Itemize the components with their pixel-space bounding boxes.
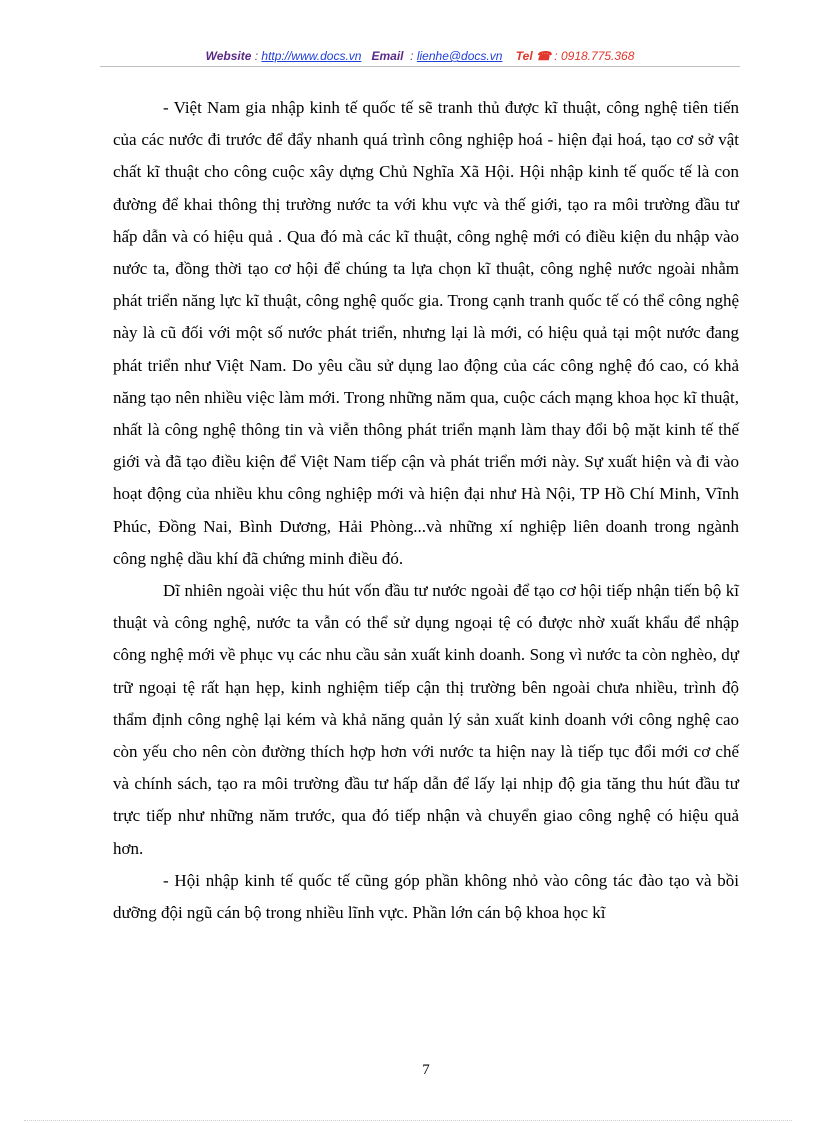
email-separator: :	[406, 49, 417, 63]
tel-separator: :	[550, 49, 561, 63]
paragraph-1: - Việt Nam gia nhập kinh tế quốc tế sẽ tranh thủ được kĩ thuật, công nghệ tiên tiến của các nước đi trước để đẩy nhanh quá trình công nghiệp hoá - hiện đại hoá, tạo cơ sở vật chất kĩ thuật cho công cuộc xây dựng Chủ Nghĩa Xã Hội. Hội nhập kinh tế quốc tế là con đường để khai thông thị trường nước ta với khu vực và thế giới, tạo ra môi trường đầu tư hấp dẫn và có hiệu quả . Qua đó mà các kĩ thuật, công nghệ mới có điều kiện du nhập vào nước ta, đồng thời tạo cơ hội để chúng ta lựa chọn kĩ thuật, công nghệ nước ngoài nhằm phát triển năng lực kĩ thuật, công nghệ quốc gia. Trong cạnh tranh quốc tế có thể công nghệ này là cũ đối với một số nước phát triển, nhưng lại là mới, có hiệu quả tại một nước đang phát triển như Việt Nam. Do yêu cầu sử dụng lao động của các công nghệ đó cao, có khả năng tạo nên nhiều việc làm mới. Trong những năm qua, cuộc cách mạng khoa học kĩ thuật, nhất là công nghệ thông tin và viễn thông phát triển mạnh làm thay đổi bộ mặt kinh tế thế giới và đã tạo điều kiện để Việt Nam tiếp cận và phát triển mới này. Sự xuất hiện và đi vào hoạt động của nhiều khu công nghiệp mới và hiện đại như Hà Nội, TP Hồ Chí Minh, Vĩnh Phúc, Đồng Nai, Bình Dương, Hải Phòng...và những xí nghiệp liên doanh trong ngành công nghệ dầu khí đã chứng minh điều đó.	[113, 98, 739, 568]
website-separator: :	[251, 49, 262, 63]
website-label: Website	[205, 49, 252, 63]
paragraph-2: Dĩ nhiên ngoài việc thu hút vốn đầu tư nước ngoài để tạo cơ hội tiếp nhận tiến bộ kĩ thuật và công nghệ, nước ta vẫn có thể sử dụng ngoại tệ có được nhờ xuất khẩu để nhập công nghệ mới về phục vụ các nhu cầu sản xuất kinh doanh. Song vì nước ta còn nghèo, dự trữ ngoại tệ rất hạn hẹp, kinh nghiệm tiếp cận thị trường bên ngoài chưa nhiều, trình độ thẩm định công nghệ lại kém và khả năng quản lý sản xuất kinh doanh với công nghệ cao còn yếu cho nên còn đường thích hợp hơn với nước ta hiện nay là tiếp tục đổi mới cơ chế và chính sách, tạo ra môi trường đầu tư hấp dẫn để lấy lại nhịp độ gia tăng thu hút đầu tư trực tiếp như những năm trước, qua đó tiếp nhận và chuyển giao công nghệ có hiệu quả hơn.	[113, 581, 739, 858]
phone-icon: ☎	[536, 49, 551, 63]
page-number: 7	[422, 1062, 430, 1078]
header-divider	[100, 66, 740, 67]
page-bottom-divider	[24, 1120, 792, 1121]
phone-number: 0918.775.368	[560, 49, 635, 63]
tel-label: Tel	[515, 49, 533, 63]
email-label: Email	[371, 49, 404, 63]
email-link[interactable]: lienhe@docs.vn	[416, 49, 503, 63]
document-body	[113, 92, 739, 929]
paragraph-3: - Hội nhập kinh tế quốc tế cũng góp phần không nhỏ vào công tác đào tạo và bồi dưỡng đội ngũ cán bộ trong nhiều lĩnh vực. Phần lớn cán bộ khoa học kĩ	[113, 870, 739, 923]
page-header	[100, 46, 740, 66]
website-link[interactable]: http://www.docs.vn	[261, 49, 362, 63]
